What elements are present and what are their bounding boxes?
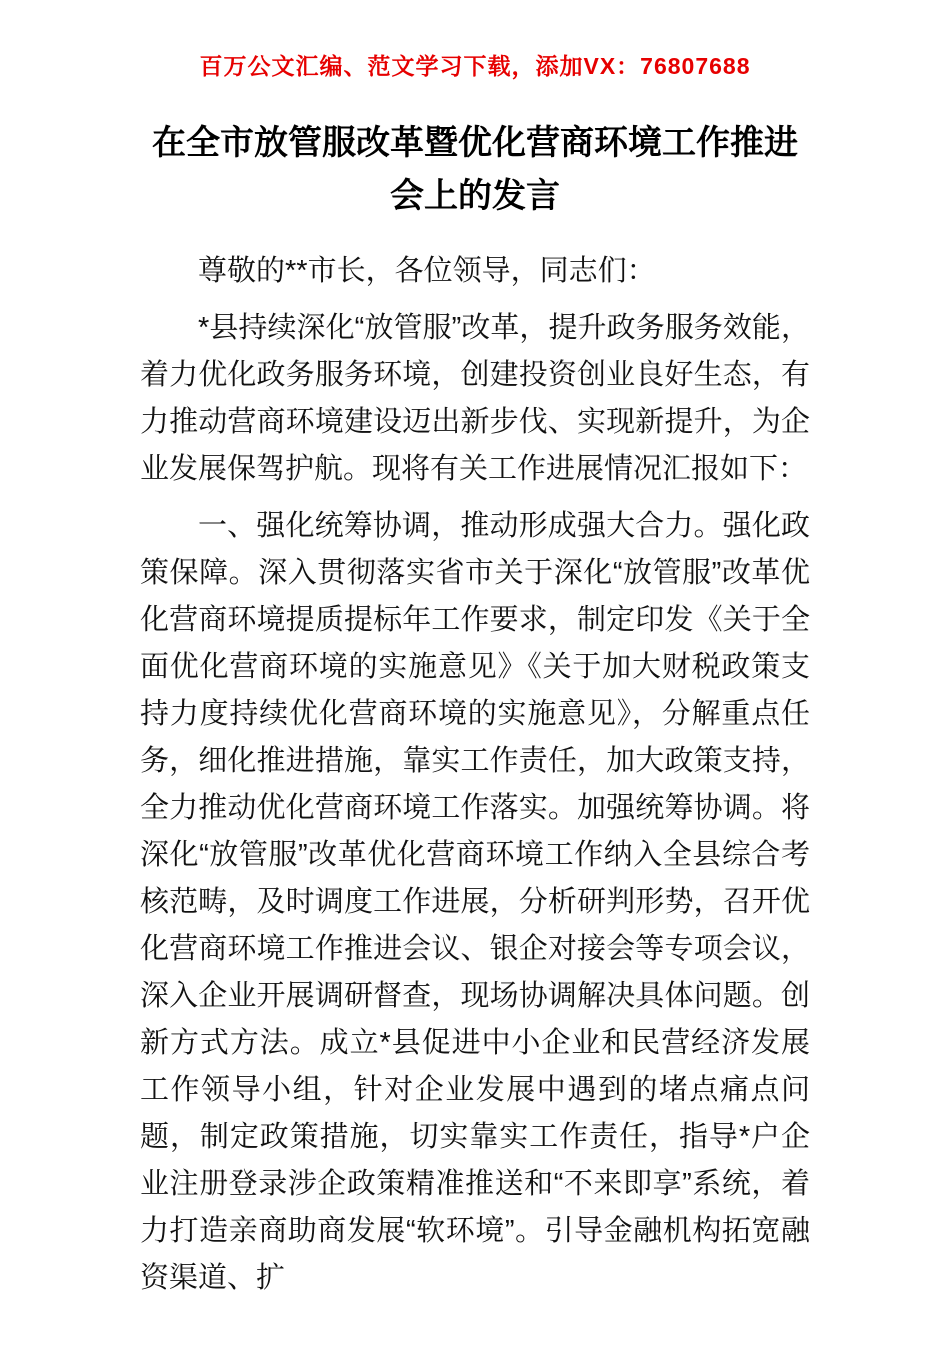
- promo-header-text: 百万公文汇编、范文学习下载，添加VX：76807688: [199, 53, 751, 79]
- salutation-paragraph: 尊敬的**市长，各位领导，同志们：: [198, 255, 656, 288]
- intro-paragraph: *县持续深化“放管服”改革，提升政务服务效能，着力优化政务服务环境，创建投资创业良好生态，有力推动营商环境建设迈出新步伐、实现新提升，为企业发展保驾护航。现将有关工作进展情况汇报如下：: [140, 312, 810, 486]
- document-title: 在全市放管服改革暨优化营商环境工作推进会上的发言: [152, 124, 798, 215]
- document-body: [140, 248, 810, 1302]
- section-one-paragraph: 一、强化统筹协调，推动形成强大合力。强化政策保障。深入贯彻落实省市关于深化“放管服”改革优化营商环境提质提标年工作要求，制定印发《关于全面优化营商环境的实施意见》《关于加大财税政策支持力度持续优化营商环境的实施意见》，分解重点任务，细化推进措施，靠实工作责任，加大政策支持，全力推动优化营商环境工作落实。加强统筹协调。将深化“放管服”改革优化营商环境工作纳入全县综合考核范畴，及时调度工作进展，分析研判形势，召开优化营商环境工作推进会议、银企对接会等专项会议，深入企业开展调研督查，现场协调解决具体问题。创新方式方法。成立*县促进中小企业和民营经济发展工作领导小组，针对企业发展中遇到的堵点痛点问题，制定政策措施，切实靠实工作责任，指导*户企业注册登录涉企政策精准推送和“不来即享”系统，着力打造亲商助商发展“软环境”。引导金融机构拓宽融资渠道、扩: [140, 510, 810, 1295]
